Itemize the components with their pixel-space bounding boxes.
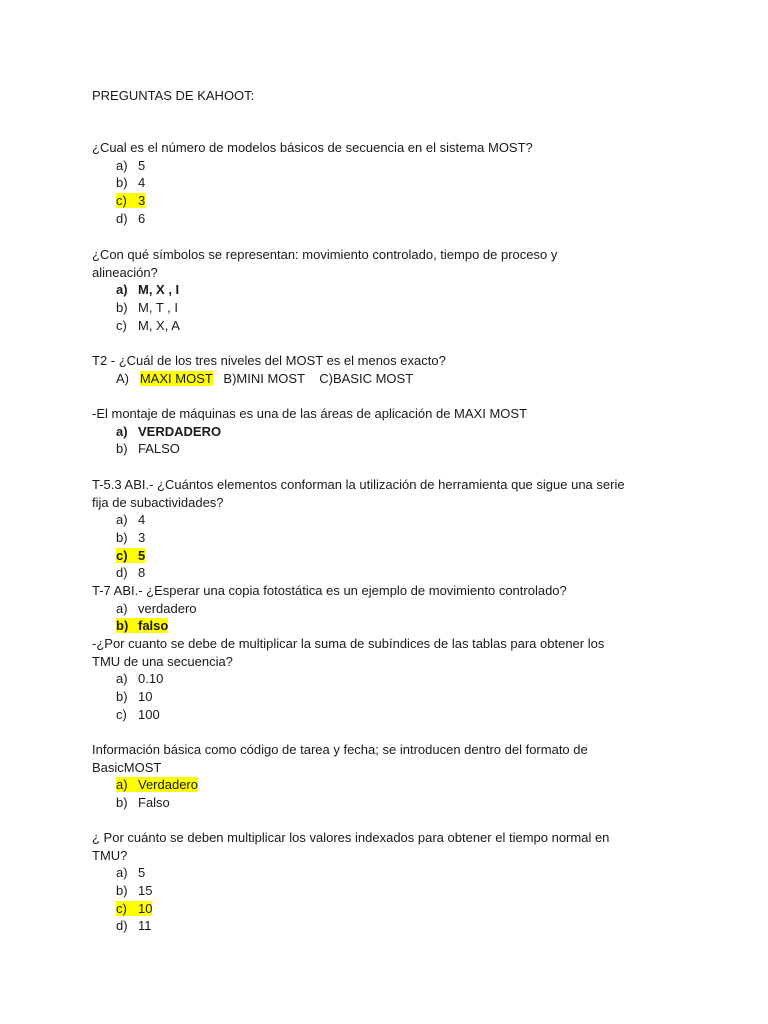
question-text-line-1: Información básica como código de tarea y fecha; se introducen dentro del formato de — [92, 742, 588, 757]
option-list — [92, 157, 692, 228]
question-text-line-2: alineación? — [92, 264, 158, 280]
option-c-highlighted — [92, 547, 692, 565]
option-list — [92, 600, 692, 635]
option-c: c) M, X, A — [116, 317, 180, 333]
highlight: c) 10 — [116, 900, 153, 916]
option-a-highlighted: MAXI MOST — [139, 370, 213, 386]
option-b: b) 10 — [116, 689, 153, 705]
option-list — [92, 670, 692, 723]
question-8 — [92, 741, 692, 812]
option-a: a) verdadero — [116, 600, 197, 616]
option-b: b) 4 — [116, 175, 146, 191]
option-a-correct: a) VERDADERO — [116, 423, 222, 439]
option-b: b) 15 — [116, 883, 153, 899]
question-text-line-2: TMU? — [92, 847, 128, 863]
question-6 — [92, 582, 692, 635]
question-2 — [92, 246, 692, 334]
option-b-highlighted — [92, 617, 692, 635]
question-text-line-2: TMU de una secuencia? — [92, 653, 233, 669]
option-list — [92, 776, 692, 811]
option-list — [92, 864, 692, 935]
highlight: c) 5 — [116, 547, 146, 563]
option-a: a) 5 — [116, 157, 146, 173]
highlight: b) falso — [116, 618, 169, 634]
question-text: ¿Cual es el número de modelos básicos de secuencia en el sistema MOST? — [92, 140, 533, 155]
option-a: a) 4 — [116, 512, 146, 528]
option-a-highlighted — [92, 776, 692, 794]
question-text-line-1: -¿Por cuanto se debe de multiplicar la suma de subíndices de las tablas para obtener los — [92, 636, 605, 651]
option-list — [92, 281, 692, 334]
option-list — [92, 423, 692, 458]
option-d: d) 6 — [116, 210, 146, 226]
option-b: b) FALSO — [116, 441, 180, 457]
question-5 — [92, 476, 692, 582]
option-b: b) M, T , I — [116, 300, 178, 316]
question-7 — [92, 635, 692, 723]
option-b: B)MINI MOST — [223, 370, 305, 386]
question-text-line-1: T-5.3 ABI.- ¿Cuántos elementos conforman la utilización de herramienta que sigue una serie — [92, 477, 625, 492]
option-list — [92, 511, 692, 582]
option-c-highlighted — [92, 192, 692, 210]
question-1 — [92, 139, 692, 227]
option-a: a) 0.10 — [116, 671, 164, 687]
option-b: b) 3 — [116, 530, 146, 546]
option-b: b) Falso — [116, 795, 170, 811]
option-a-letter: A) — [116, 370, 129, 386]
option-a: a) 5 — [116, 865, 146, 881]
option-c: c) 100 — [116, 706, 160, 722]
option-d: d) 11 — [116, 918, 152, 934]
question-text-line-2: BasicMOST — [92, 759, 162, 775]
question-3 — [92, 352, 692, 387]
question-text: T2 - ¿Cuál de los tres niveles del MOST es el menos exacto? — [92, 353, 446, 368]
question-4 — [92, 405, 692, 458]
page-title: PREGUNTAS DE KAHOOT: — [92, 88, 255, 103]
question-9 — [92, 829, 692, 935]
inline-options — [92, 370, 692, 388]
option-c: C)BASIC MOST — [319, 370, 414, 386]
question-text-line-1: ¿Con qué símbolos se representan: movimiento controlado, tiempo de proceso y — [92, 247, 558, 262]
option-c-highlighted — [92, 900, 692, 918]
highlight: a) Verdadero — [116, 777, 198, 793]
question-text-line-2: fija de subactividades? — [92, 494, 224, 510]
question-text: -El montaje de máquinas es una de las áreas de aplicación de MAXI MOST — [92, 406, 528, 421]
question-text-line-1: ¿ Por cuánto se deben multiplicar los valores indexados para obtener el tiempo normal en — [92, 830, 610, 845]
highlight: c) 3 — [116, 193, 146, 209]
option-d: d) 8 — [116, 565, 146, 581]
option-a-correct: a) M, X , I — [116, 282, 180, 298]
question-text: T-7 ABI.- ¿Esperar una copia fotostática es un ejemplo de movimiento controlado? — [92, 583, 567, 598]
